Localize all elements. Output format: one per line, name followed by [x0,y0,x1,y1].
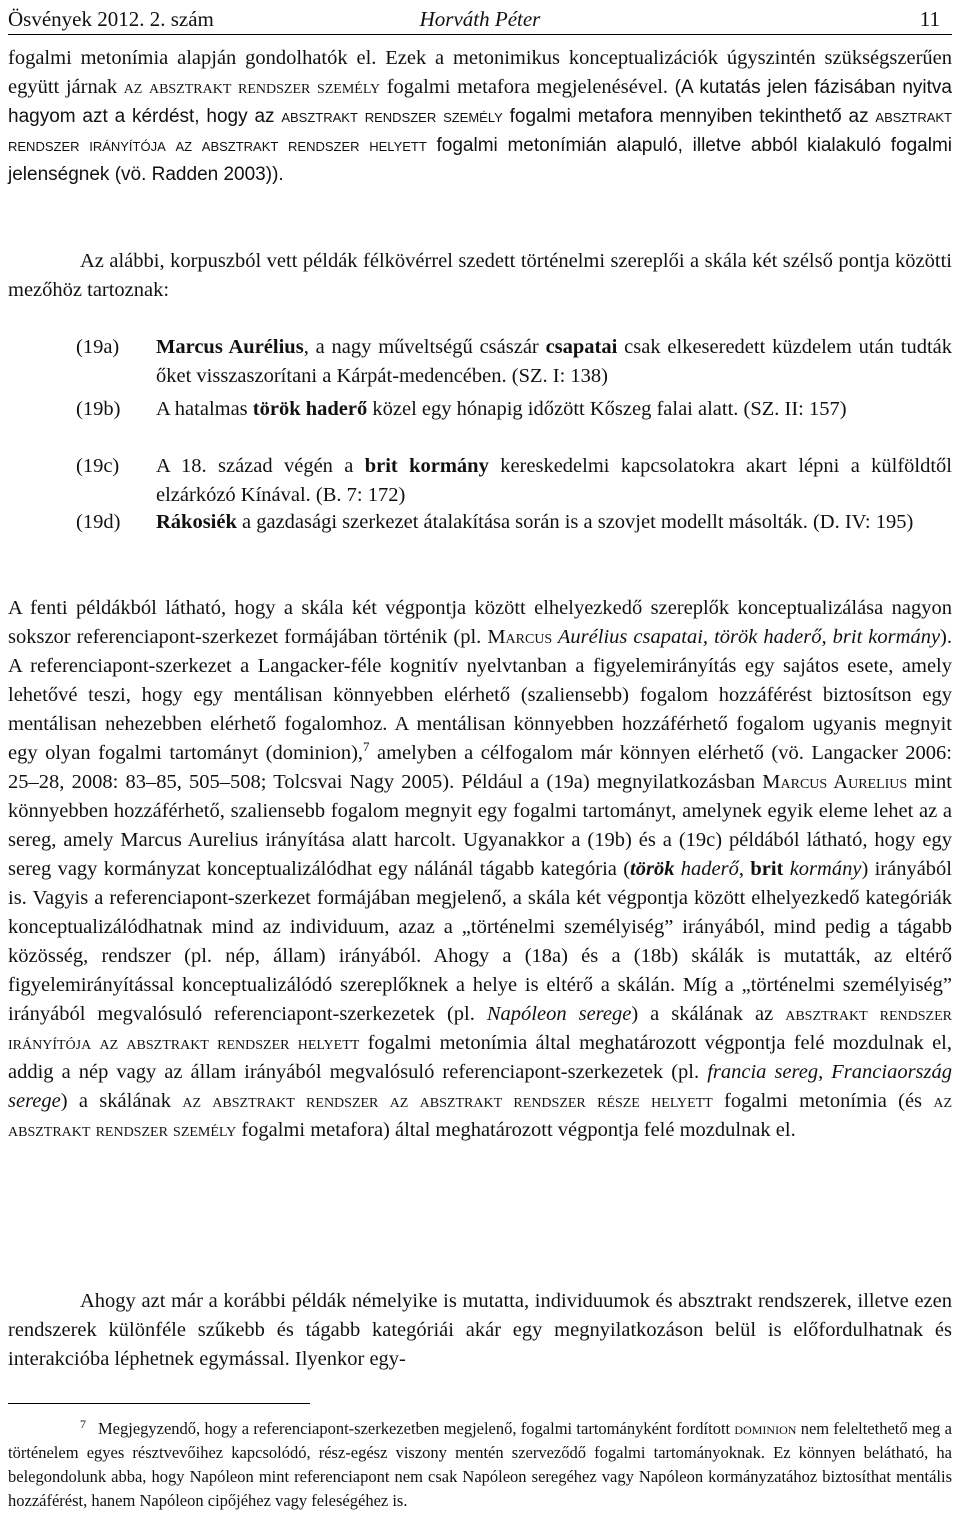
italic-text: francia sereg, Franciaország serege [8,1061,952,1112]
italic-text: kormány [783,858,862,880]
bold-term: török haderő [252,398,368,420]
text: közel egy hónapig időzött Kőszeg falai alatt. (SZ. II: 157) [367,398,847,420]
example-number: (19b) [76,398,121,420]
concept-term: az absztrakt rendszer személy [8,1090,952,1141]
example-number: (19a) [76,336,120,358]
text: csak elkeseredett küzdelem után tudták őket visszaszorítani a Kárpát-medencében. (SZ. I: 138) [156,336,952,387]
text: mint könnyebben hozzáférhető, szaliensebb fogalom megnyit egy fogalmi tartományt, amelynek egyik eleme lehet az a sereg, amely Marcus Aurelius irányítása alatt harcolt. Ugyanakkor a (19b) és a (19c) példából látható, hogy egy sereg vagy kormányzat konceptualizálódhat egy nálánál tágabb kategória ( [8,771,952,880]
concept-term: absztrakt rendszer irányítója az absztrakt rendszer helyett [8,106,952,156]
text: amelyben a célfogalom már könnyen elérhető (vö. Langacker 2006: 25–28, 2008: 83–85, 505–508; Tolcsvai Nagy 2005). Például a (19a) megnyilatkozásban [8,742,952,793]
footnote-separator [8,1403,310,1404]
text: kereskedelmi kapcsolatokra akart lépni a külföldtől elzárkózó Kínával. (B. 7: 172) [156,455,953,506]
text: , [738,858,751,880]
page-header [8,4,952,35]
paragraph-2: Az alábbi, korpuszból vett példák félkövérrel szedett történelmi szereplői a skála két szélső pontja közötti mezőhöz tartoznak: [8,250,952,301]
concept-term: az absztrakt rendszer az absztrakt rendszer része helyett [182,1090,713,1112]
text: fogalmi metonímián alapuló, illetve abból kialakuló fogalmi jelenségnek (vö. Radden 2003)). [8,135,952,185]
text: ) irányából is. Vagyis a referenciapont-szerkezet formájában megjelenő, a skála két végpontja között elhelyezkedő kategóriák konceptualizálódhatnak mind az individuum, azaz a „történelmi személyiség” irányából, mind pedig a tágabb közösség, rendszer (pl. nép, állam) irányából. Ahogy a (18a) és a (18b) skálák is mutatták, az eltérő figyelemirányítással konceptualizálódó szereplőknek a helye is eltérő a skálán. Míg a „történelmi személyiség” irányából megvalósuló referenciapont-szerkezetek (pl. [8,858,953,1025]
bold-term: Rákosiék [156,511,237,533]
example-number: (19c) [76,455,120,477]
concept-term: Marcus [487,626,553,648]
text: fogalmi metonímia alapján gondolhatók el. Ezek a metonimikus konceptualizációk úgyszintén szükségszerűen együtt járnak [8,47,952,98]
example-19d [76,508,952,537]
bold-term: brit [750,858,784,880]
italic-text: Napóleon serege [486,1003,632,1025]
text: fogalmi metafora) által meghatározott végpontja felé mozdulnak el. [236,1119,796,1141]
text: nem feleltethető meg a történelem egyes résztvevőihez kapcsolódó, rész-egész viszony mentén szerveződő fogalmi tartományoknak. Ez könnyen belátható, ha belegondolunk abba, hogy Napóleon mint referenciapont nem csak Napóleon seregéhez vagy Napóleon kormányzatához biztosíthat mentális hozzáférést, hanem Napóleon cipőjéhez vagy feleségéhez is. [8,1419,952,1510]
bold-term: Marcus Aurélius [156,336,304,358]
running-author: Horváth Péter [419,7,541,31]
text: ) a skálának [60,1090,183,1112]
footnote-7 [8,1412,952,1513]
footnote-marker: 7 [363,739,370,755]
concept-term: az absztrakt rendszer személy [123,76,381,98]
bold-term: brit kormány [364,455,489,477]
bold-italic-term: török [630,858,675,880]
text: ). A referenciapont-szerkezet a Langacker-féle kognitív nyelvtanban a figyelemirányítás egy sajátos esete, amely lehetővé teszi, hogy egy mentálisan könnyebben elérhető (szaliensebb) fogalom hozzáférést biztosítson egy mentálisan nehezebben elérhető fogalomhoz. A mentálisan könnyebben hozzáférhető fogalom ugyanis megnyit egy olyan fogalmi tartományt (dominion), [8,626,952,764]
text: A hatalmas [156,398,253,420]
page-number: 11 [919,7,940,31]
italic-text: Aurélius csapatai, török haderő, brit kormány [552,626,941,648]
bold-term: csapatai [545,336,618,358]
example-19a [76,333,952,391]
text: (A kutatás jelen fázisában nyitva hagyom azt a kérdést, hogy az [8,77,952,127]
paragraph-1 [8,44,952,189]
paragraph-4: Ahogy azt már a korábbi példák némelyike is mutatta, individuumok és absztrakt rendszerek, illetve ezen rendszerek különféle szűkebb és tágabb kategóriái akár egy megnyilatkozáson belül is előfordulhatnak és interakcióba léphetnek egymással. Ilyenkor egy- [8,1290,952,1370]
text: ) a skálának az [631,1003,786,1025]
text: a gazdasági szerkezet átalakítása során is a szovjet modellt másolták. (D. IV: 195) [236,511,914,533]
example-19c [76,452,952,510]
text: Megjegyzendő, hogy a referenciapont-szerkezetben megjelenő, fogalmi tartományként fordított [98,1419,735,1438]
italic-text: haderő [674,858,739,880]
concept-term: dominion [734,1419,797,1438]
journal-title: Ösvények 2012. 2. szám [8,7,214,31]
concept-term: Marcus Aurelius [762,771,908,793]
example-19b [76,395,952,424]
paragraph-3 [8,594,952,1145]
concept-term: absztrakt rendszer személy [281,106,503,127]
concept-term: absztrakt rendszer irányítója az absztrakt rendszer helyett [8,1003,952,1054]
text: A fenti példákból látható, hogy a skála két végpontja között elhelyezkedő szereplők konceptualizálása nagyon sokszor referenciapont-szerkezet formájában történik (pl. [8,597,952,648]
text: fogalmi metafora megjelenésével. [380,76,675,98]
text: fogalmi metafora mennyiben tekinthető az [502,106,876,127]
example-number: (19d) [76,511,121,533]
text: fogalmi metonímia által meghatározott végpontja felé mozdulnak el, addig a nép vagy az állam irányából megvalósuló referenciapont-szerkezetek (pl. [8,1032,952,1083]
text: fogalmi metonímia (és [712,1090,934,1112]
text: , a nagy műveltségű császár [303,336,546,358]
text: A 18. század végén a [156,455,365,477]
footnote-number: 7 [80,1417,86,1431]
